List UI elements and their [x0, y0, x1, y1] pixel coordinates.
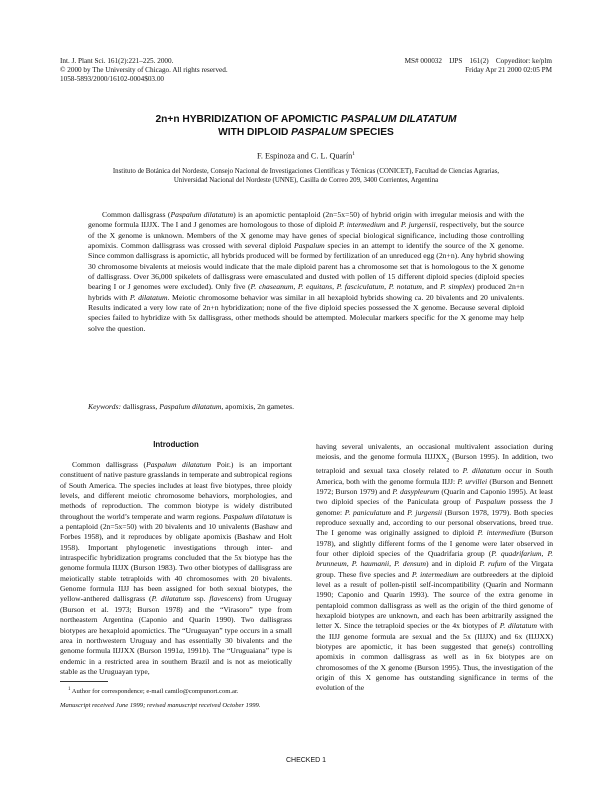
journal-header: [60, 57, 228, 85]
introduction-paragraph-right: having several univalents, an occasional multivalent association during meiosis, and the genome formula $IIJJXX_2$ (Burson 1995). In addition, two tetraploid and sexual taxa closely related to P. dilatatum occur in South America, both with the genome formula IIJJ: P. urvillei (Burson and Bennett 1972; Burson 1979) and P. dasypleurum (Quarín and Caponio 1995). At least two diploid species of the Paniculata group of Paspalum possess the J genome: P. paniculatum and P. jurgensii (Burson 1978, 1979). Both species reproduce sexually and, according to our personal observations, breed true. The I genome was originally assigned to diploid P. intermedium (Burson 1978), and slightly different forms of the I genome were later observed in four other diploid species of the Quadrifaria group (P. quadrifarium, P. brunneum, P. haumanii, P. densum) and in diploid P. rufum of the Virgata group. These five species and P. intermedium are outbreeders at the diploid level as a result of pollen-pistil self-incompatibility (Quarín and Normann 1990; Caponio and Quarín 1993). The source of the extra genome in pentaploid common dallisgrass as well as the origin of the third genome of hexaploid biotypes are unknown, and each has been arbitrarily assigned the letter X. Since the tetraploid species or the 4x biotypes of P. dilatatum with the IIJJ genome formula are sexual and the 5x (IIJJX) and 6x (IIJJXX) biotypes are apomictic, it has been suggested that gene(s) controlling apomixis in common dallisgrass as well as in 6x biotypes are on chromosomes of the X genome (Burson 1995). Thus, the investigation of the origin of this X genome has outstanding significance in terms of the evolution of the: [316, 442, 554, 693]
received-note: Manuscript received June 1999; revised manuscript received October 1999.: [60, 701, 261, 709]
manuscript-date: Friday Apr 21 2000 02:05 PM: [465, 66, 552, 75]
author-footnote: [60, 686, 292, 697]
title-line-2: WITH DIPLOID PASPALUM SPECIES: [218, 127, 394, 138]
introduction-paragraph-left: Common dallisgrass (Paspalum dilatatum Poir.) is an important constituent of native pasture grasslands in temperate and subtropical regions of South America. The species includes at least five biotypes, three ploidy levels, and different meiotic chromosome behaviors, morphologies, and methods of reproduction. The common biotype is widely distributed throughout the world’s temperate and warm regions. Paspalum dilatatum is a pentaploid (2n=5x=50) with 20 bivalents and 10 univalents (Bashaw and Forbes 1958), and it reproduces by obligate apomixis (Bashaw and Holt 1958). Important phylogenetic investigations through inter- and intraspecific hybridization programs concluded that the 5x biotype has the genome formula IIJJX (Burson 1983). Two other biotypes of dallisgrass are meiotically stable tetraploids with 40 chromosomes with 20 bivalents. Genome formula IIJJ has been assigned for both sexual biotypes, the yellow-anthered dallisgrass (P. dilatatum ssp. flavescens) from Uruguay (Burson et al. 1973; Burson 1978) and the “Virasoro” type from northeastern Argentina (Caponio and Quarín 1990). Two dallisgrass biotypes are hexaploid apomictics. The “Uruguayan” type occurs in a small area in northwestern Uruguay and has essentially 30 bivalents and the genome formula IIJJXX (Burson 1991a, 1991b). The “Uruguaiana” type is endemic in a restricted area in southern Brazil and is not as meiotically stable as the Uruguayan type,: [60, 460, 292, 676]
correspondence-note: Author for correspondence; e-mail camilo@compunort.com.ar.: [71, 688, 239, 696]
keywords-label: Keywords:: [88, 402, 122, 411]
author-names: F. Espinoza and C. L. Quarín: [256, 151, 353, 161]
journal-citation: Int. J. Plant Sci. 161(2):221–225. 2000.: [60, 57, 174, 65]
footnote-mark: 1: [68, 687, 71, 692]
manuscript-id: MS# 000032 IJPS 161(2) Copyeditor: ke/plm: [404, 57, 552, 65]
affiliation-line-2: Universidad Nacional del Nordeste (UNNE), Casilla de Correo 209, 3400 Corrientes, Argentina: [173, 177, 439, 185]
title-line-1: 2n+n HYBRIDIZATION OF APOMICTIC PASPALUM DILATATUM: [155, 114, 457, 125]
page-footer: CHECKED 1: [285, 757, 327, 764]
manuscript-header: [405, 57, 552, 75]
affiliation: [72, 167, 540, 186]
issn-line: 1058-5893/2000/16102-0004$03.00: [60, 75, 165, 84]
affiliation-line-1: Instituto de Botánica del Nordeste, Consejo Nacional de Investigaciones Científicas y Técnicas (CONICET), Facultad de Ciencias Agrarias,: [112, 168, 500, 175]
footnote-divider: [60, 681, 108, 682]
footnotes: [60, 686, 292, 710]
left-column: [60, 440, 292, 677]
abstract: Common dallisgrass (Paspalum dilatatum) is an apomictic pentaploid (2n=5x=50) of hybrid origin with irregular meiosis and with the genome formula IIJJX. The I and J genomes are homologous to those of diploid P. intermedium and P. jurgensii, respectively, but the source of the X genome is unknown. Members of the X genome may have genes of special biological significance, including those controlling apomixis. Common dallisgrass was crossed with several diploid Paspalum species in an attempt to identify the source of the X genome. Since common dallisgrass is apomictic, all hybrids produced will be formed by fertilization of an unreduced egg (2n+n). Any hybrid showing 30 chromosome bivalents at meiosis would indicate that the male diploid parent has a chromosome set that is homologous to the X genome of dallisgrass. Over 36,000 spikelets of dallisgrass were emasculated and dusted with pollen of 15 different diploid species (diploid species bearing I or J genomes were excluded). Only five (P. chaseanum, P. equitans, P. fasciculatum, P. notatum, and P. simplex) produced 2n+n hybrids with P. dilatatum. Meiotic chromosome behavior was similar in all hexaploid hybrids showing ca. 20 bivalents and 20 univalents. Results indicated a very low rate of 2n+n hybridization; none of the five diploid species possessed the X genome. Because several diploid species failed to hybridize with 5x dallisgrass, other methods should be attempted. Molecular markers specific for the X genome may help solve the question.: [88, 210, 525, 333]
introduction-heading: Introduction: [153, 440, 199, 449]
copyright-line: © 2000 by The University of Chicago. All rights reserved.: [60, 66, 228, 75]
keywords: [88, 402, 524, 412]
authors: [0, 151, 612, 161]
right-column: [316, 442, 553, 694]
author-footnote-mark: 1: [352, 151, 356, 157]
keywords-text: dallisgrass, Paspalum dilatatum, apomixis, 2n gametes.: [121, 402, 295, 411]
article-title: [0, 113, 612, 139]
